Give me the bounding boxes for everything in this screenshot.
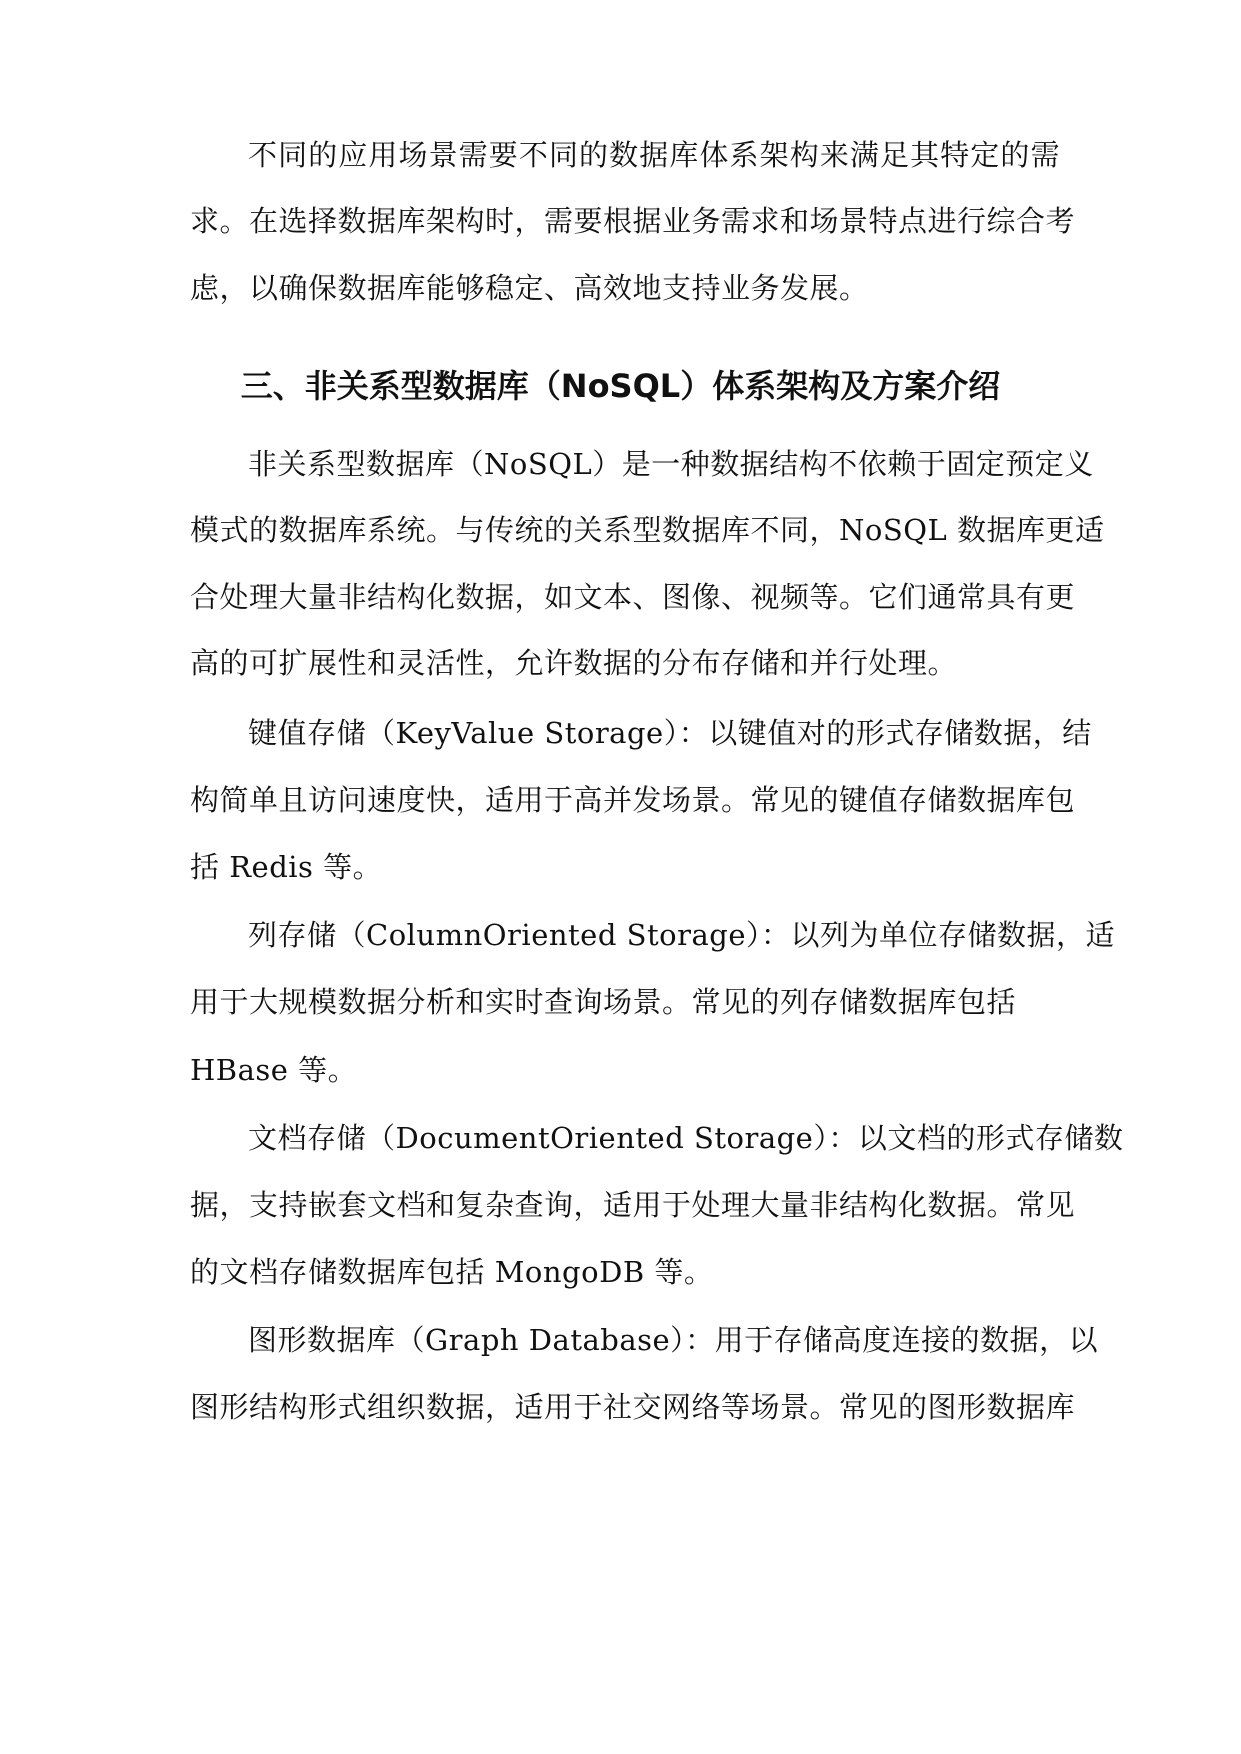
- paragraph-1-line-3: 虑，以确保数据库能够稳定、高效地支持业务发展。: [190, 271, 869, 305]
- paragraph-6-line-2: 图形结构形式组织数据，适用于社交网络等场景。常见的图形数据库: [190, 1390, 1076, 1424]
- paragraph-5-line-1: 文档存储（DocumentOriented Storage）：以文档的形式存储数: [248, 1121, 1124, 1155]
- paragraph-3-line-3: 括 Redis 等。: [190, 850, 383, 884]
- paragraph-5-line-2: 据，支持嵌套文档和复杂查询，适用于处理大量非结构化数据。常见: [190, 1188, 1076, 1222]
- paragraph-3-line-2: 构简单且访问速度快，适用于高并发场景。常见的键值存储数据库包: [190, 783, 1076, 817]
- paragraph-1-line-2: 求。在选择数据库架构时，需要根据业务需求和场景特点进行综合考: [190, 204, 1076, 238]
- paragraph-2-line-1: 非关系型数据库（NoSQL）是一种数据结构不依赖于固定预定义: [248, 447, 1094, 481]
- section-heading: 三、非关系型数据库（NoSQL）体系架构及方案介绍: [240, 367, 1001, 405]
- paragraph-4-line-2: 用于大规模数据分析和实时查询场景。常见的列存储数据库包括: [190, 985, 1017, 1019]
- paragraph-4-line-1: 列存储（ColumnOriented Storage）：以列为单位存储数据，适: [248, 918, 1115, 952]
- paragraph-3-line-1: 键值存储（KeyValue Storage）：以键值对的形式存储数据，结: [248, 716, 1092, 750]
- paragraph-2-line-4: 高的可扩展性和灵活性，允许数据的分布存储和并行处理。: [190, 646, 958, 680]
- paragraph-2-line-2: 模式的数据库系统。与传统的关系型数据库不同，NoSQL 数据库更适: [190, 513, 1105, 547]
- paragraph-6-line-1: 图形数据库（Graph Database）：用于存储高度连接的数据，以: [248, 1323, 1099, 1357]
- paragraph-1-line-1: 不同的应用场景需要不同的数据库体系架构来满足其特定的需: [248, 138, 1060, 172]
- paragraph-4-line-3: HBase 等。: [190, 1053, 358, 1087]
- paragraph-5-line-3: 的文档存储数据库包括 MongoDB 等。: [190, 1255, 714, 1289]
- paragraph-2-line-3: 合处理大量非结构化数据，如文本、图像、视频等。它们通常具有更: [190, 580, 1076, 614]
